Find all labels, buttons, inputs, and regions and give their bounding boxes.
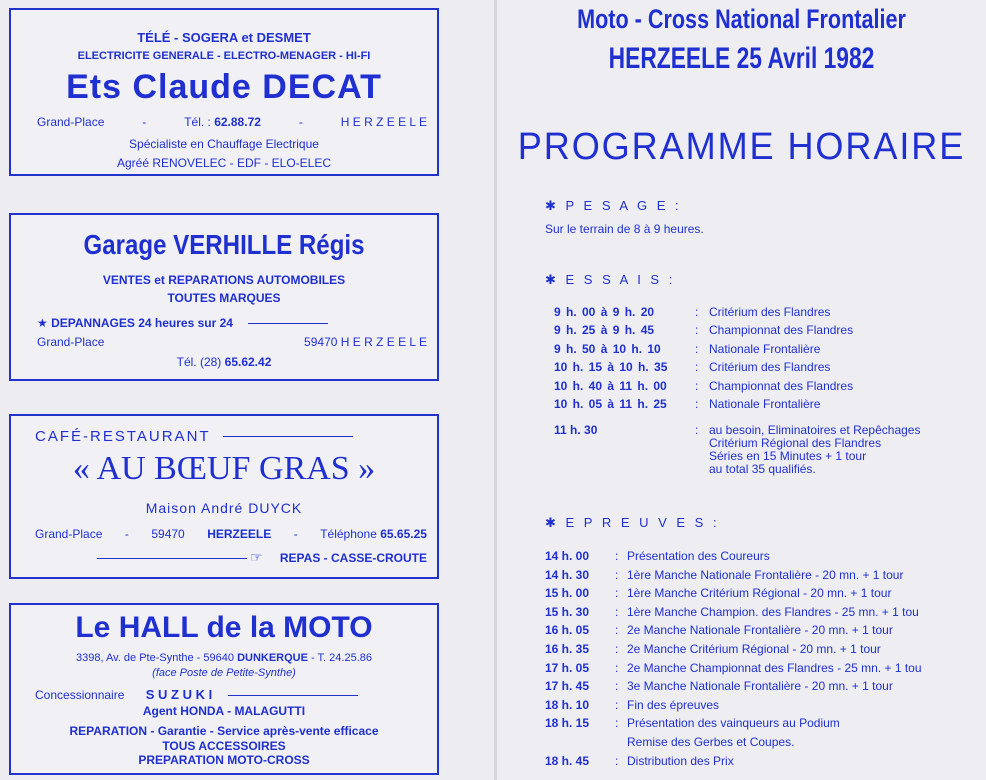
decat-tel: 62.88.72 [214,115,261,129]
boeuf-owner: Maison André DUYCK [145,500,303,516]
divider-line [97,558,247,559]
essais-colon: : [695,360,699,375]
verhille-address: Grand-Place [37,335,105,349]
boeuf-name: « AU BŒUF GRAS » [72,450,376,487]
epreuves-time: 18 h. 15 [545,716,590,731]
boeuf-town: HERZEELE [207,527,272,541]
epreuves-colon: : [615,660,619,675]
hall-city: DUNKERQUE [237,652,308,664]
verhille-tel-label: Tél. (28) [176,355,222,369]
hall-address-row [11,652,437,664]
essais-colon: : [695,323,699,338]
decat-town: H E R Z E E L E [340,115,427,129]
hall-name: Le HALL de la MOTO [75,611,373,644]
essais-colon: : [695,397,699,411]
boeuf-address: Grand-Place [35,527,103,541]
epreuves-colon: : [615,642,619,656]
verhille-address-row [37,335,427,349]
decat-line1: TÉLÉ - SOGERA et DESMET [137,30,311,45]
decat-line2: ELECTRICITE GENERALE - ELECTRO-MENAGER - HI-FI [77,50,371,62]
hall-agent: Agent HONDA - MALAGUTTI [142,704,306,718]
essais-time: 9 h. 00 à 9 h. 20 [554,305,655,319]
verhille-name: Garage VERHILLE Régis [83,229,365,260]
ad-boeuf-gras [9,414,439,579]
essais-colon: : [695,341,699,356]
pesage-text: Sur le terrain de 8 à 9 heures. [545,222,704,236]
verhille-town: 59470 H E R Z E E L E [304,335,427,349]
divider-line [223,436,353,437]
hall-tel: - T. 24.25.86 [311,652,372,664]
essais-time: 10 h. 05 à 11 h. 25 [554,397,667,411]
hall-face: (face Poste de Petite-Synthe) [152,667,296,679]
epreuves-time: 16 h. 05 [545,623,590,638]
epreuves-colon: : [615,679,619,694]
essais-desc: Championnat des Flandres [709,378,854,393]
epreuves-desc: Remise des Gerbes et Coupes. [627,735,795,749]
epreuves-colon: : [615,586,619,601]
hall-prep: PREPARATION MOTO-CROSS [138,753,310,767]
epreuves-colon: : [615,753,619,768]
ad-hall-moto [9,603,439,775]
epreuves-time: 18 h. 45 [545,753,590,768]
epreuves-desc: 2e Manche Critérium Régional - 20 mn. + 1 tour [627,642,881,656]
decat-line6: Agréé RENOVELEC - EDF - ELO-ELEC [116,156,332,170]
verhille-depannage: DEPANNAGES 24 heures sur 24 [51,316,233,330]
epreuves-desc: Présentation des vainqueurs au Podium [627,716,840,731]
decat-sep1: - [142,115,147,129]
epreuves-desc: 1ère Manche Nationale Frontalière - 20 mn. + 1 tour [627,567,904,582]
programme-title: PROGRAMME HORAIRE [517,126,966,168]
boeuf-line1: CAFÉ-RESTAURANT [35,428,211,445]
epreuves-time: 18 h. 10 [545,697,590,712]
essais-time: 9 h. 25 à 9 h. 45 [554,323,655,338]
decat-address: Grand-Place [37,115,105,129]
boeuf-tel: 65.65.25 [380,527,427,541]
essais-desc: Critérium des Flandres [709,305,831,319]
hall-conc-row [35,687,427,702]
ad-verhille [9,213,439,381]
epreuves-desc: 1ère Manche Champion. des Flandres - 25 mn. + 1 tou [627,604,919,619]
epreuves-desc: 1ère Manche Critérium Régional - 20 mn. + 1 tour [627,586,892,601]
essais-heading: ✱ E S S A I S : [545,272,676,287]
epreuves-heading: ✱ E P R E U V E S : [545,515,720,530]
hall-brand: S U Z U K I [145,687,213,702]
essais-last-line4: au total 35 qualifiés. [709,462,816,476]
hall-conc-label: Concessionnaire [35,688,125,702]
epreuves-colon: : [615,623,619,638]
epreuves-colon: : [615,549,619,563]
decat-tel-label: Tél. : [184,115,211,129]
boeuf-postcode: 59470 [151,527,185,541]
verhille-line1: VENTES et REPARATIONS AUTOMOBILES [102,273,346,287]
essais-last-colon: : [695,423,699,437]
verhille-depannage-row [37,316,427,330]
hall-address: 3398, Av. de Pte-Synthe - 59640 [76,652,234,664]
verhille-tel-row [11,355,437,369]
decat-sep2: - [298,115,303,129]
decat-address-row [37,115,427,129]
decat-name: Ets Claude DECAT [66,68,382,106]
hall-repa: REPARATION - Garantie - Service après-vente efficace [69,724,379,738]
epreuves-colon: : [615,567,619,582]
epreuves-time: 14 h. 00 [545,549,590,563]
essais-last-line1: au besoin, Eliminatoires et Repêchages [709,423,921,437]
essais-last-line2: Critérium Régional des Flandres [709,436,882,450]
verhille-line2: TOUTES MARQUES [167,291,281,305]
epreuves-desc: 2e Manche Championnat des Flandres - 25 mn. + 1 tou [627,660,922,675]
essais-colon: : [695,305,699,319]
epreuves-desc: Fin des épreuves [627,697,720,712]
epreuves-time: 17 h. 05 [545,660,590,675]
boeuf-line1-row [35,428,427,446]
divider-line [228,695,358,696]
right-page-programme [497,0,986,780]
star-icon: ★ [37,316,48,330]
boeuf-tel-label: Téléphone [320,527,377,541]
epreuves-time: 17 h. 45 [545,679,590,694]
event-date: HERZEELE 25 Avril 1982 [608,42,875,75]
essais-last-line3: Séries en 15 Minutes + 1 tour [709,449,867,463]
verhille-tel: 65.62.42 [224,355,272,369]
essais-time: 10 h. 15 à 10 h. 35 [554,360,668,375]
essais-desc: Nationale Frontalière [709,397,821,411]
epreuves-colon: : [615,716,619,731]
epreuves-desc: Présentation des Coureurs [627,549,770,563]
boeuf-sep1: - [124,527,129,541]
epreuves-time: 15 h. 30 [545,604,590,619]
essais-colon: : [695,378,699,393]
epreuves-colon: : [615,604,619,619]
epreuves-time: 14 h. 30 [545,567,590,582]
epreuves-time: 15 h. 00 [545,586,590,601]
epreuves-desc: Distribution des Prix [627,753,734,768]
divider-line [248,323,328,324]
essais-desc: Championnat des Flandres [709,323,854,338]
pesage-heading: ✱ P E S A G E : [545,198,682,213]
boeuf-repas: REPAS - CASSE-CROUTE [279,551,427,565]
essais-desc: Critérium des Flandres [709,360,831,375]
epreuves-colon: : [615,697,619,712]
boeuf-sep2: - [293,527,298,541]
event-title: Moto - Cross National Frontalier [577,4,906,34]
essais-last-time: 11 h. 30 [554,423,598,437]
pointing-hand-icon: ☞ [249,549,263,565]
ad-decat [9,8,439,176]
essais-time: 10 h. 40 à 11 h. 00 [554,378,667,393]
essais-desc: Nationale Frontalière [709,341,821,356]
essais-time: 9 h. 50 à 10 h. 10 [554,341,661,356]
decat-line5: Spécialiste en Chauffage Electrique [129,137,319,151]
boeuf-repas-row [97,549,427,566]
epreuves-desc: 3e Manche Nationale Frontalière - 20 mn. + 1 tour [627,679,893,694]
epreuves-desc: 2e Manche Nationale Frontalière - 20 mn. + 1 tour [627,623,893,638]
hall-acc: TOUS ACCESSOIRES [162,739,286,753]
epreuves-time: 16 h. 35 [545,642,590,656]
boeuf-address-row [35,527,427,541]
